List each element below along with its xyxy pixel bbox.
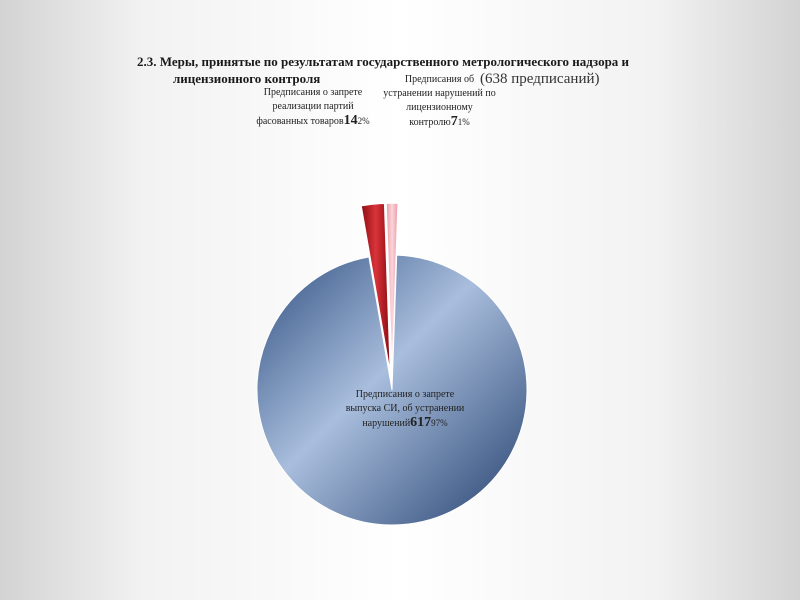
- slice-label-1: [330, 388, 480, 431]
- slice-label-line: Предписания о запрете: [263, 87, 363, 98]
- slice-label-line: фасованных товаров142%: [256, 113, 370, 128]
- slice-percent: 97%: [431, 418, 448, 428]
- slice-label-line: выпуска СИ, об устранении: [345, 403, 465, 414]
- slice-label-line: нарушений61797%: [362, 415, 448, 430]
- chart-title-line-1: 2.3. Меры, принятые по результатам государственного метрологического надзора и: [137, 54, 630, 69]
- slice-label-line: Предписания об: [404, 74, 475, 85]
- slice-label-2: [243, 86, 383, 129]
- slice-label-line: лицензионному: [406, 102, 473, 113]
- slice-label-line: контролю71%: [409, 114, 470, 129]
- chart-subtitle: (638 предписаний): [480, 71, 600, 87]
- slice-percent: 1%: [457, 117, 470, 127]
- slice-label-line: реализации партий: [272, 101, 354, 112]
- slice-percent: 2%: [357, 116, 370, 126]
- slice-value: 617: [410, 415, 432, 430]
- chart-title-line-2: лицензионного контроля: [173, 71, 321, 86]
- slice-value: 14: [343, 113, 358, 128]
- slice-label-line: устранении нарушений по: [383, 88, 496, 99]
- slice-label-line: Предписания о запрете: [355, 389, 455, 400]
- slice-value: 7: [450, 114, 458, 129]
- slice-label-3: [372, 73, 507, 130]
